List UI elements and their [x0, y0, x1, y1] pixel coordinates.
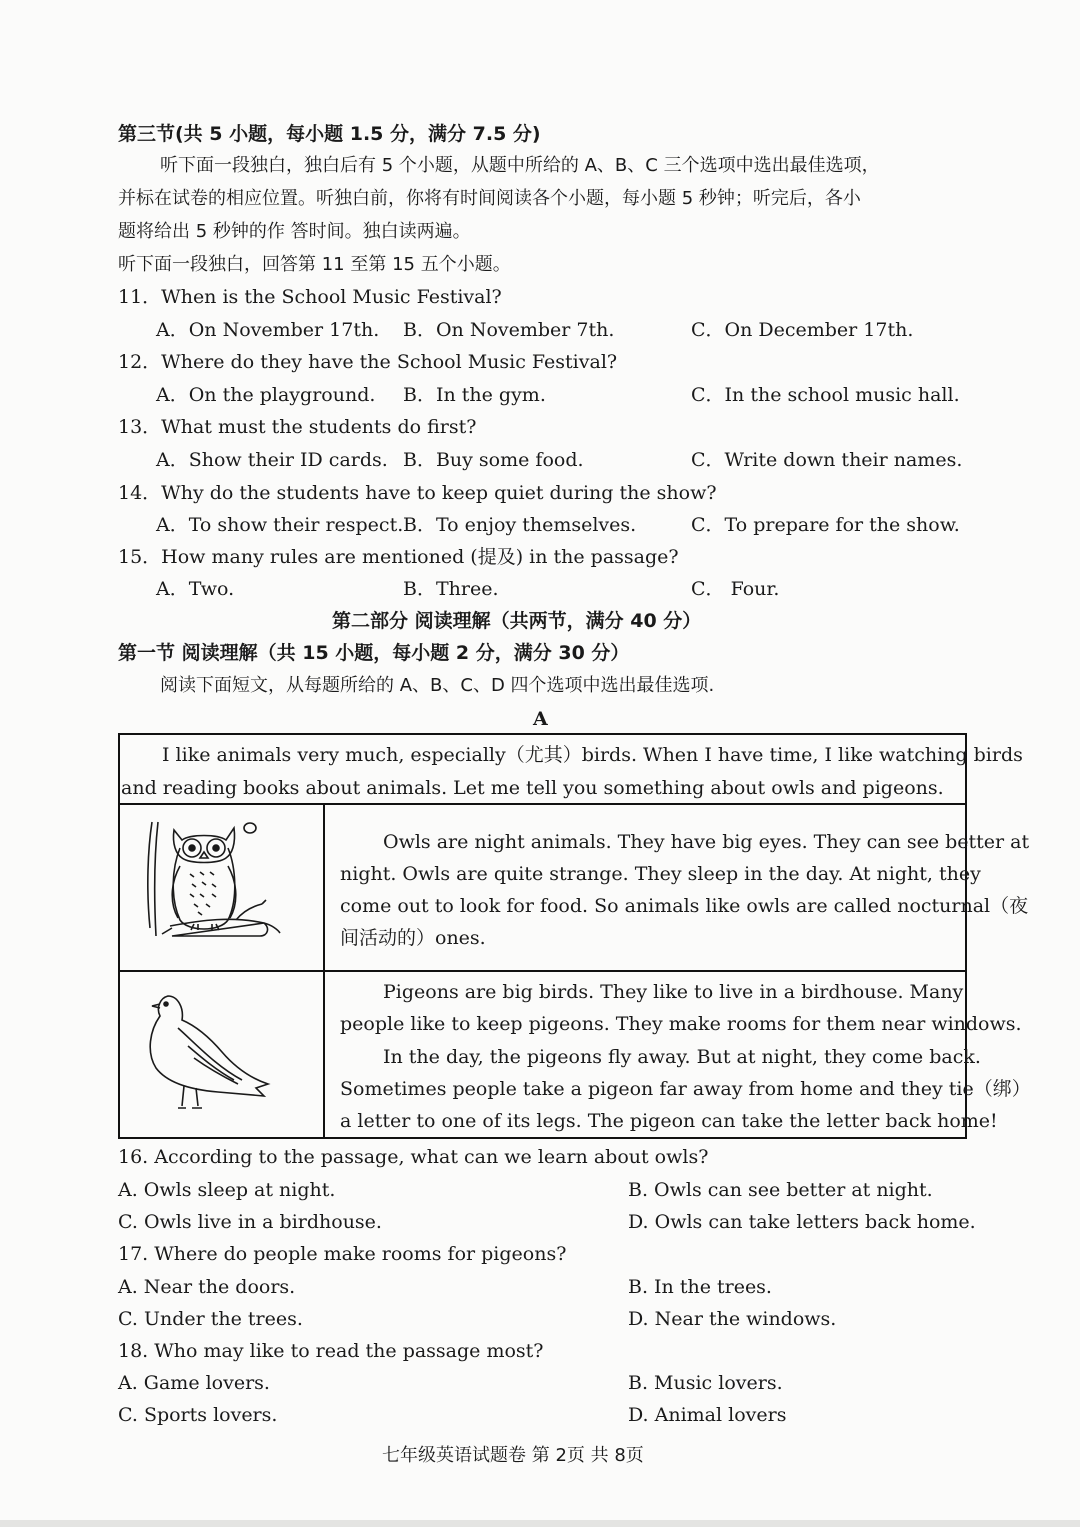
- question-14-option-a: A．To show their respect.: [156, 514, 404, 536]
- question-14-option-c: C．To prepare for the show.: [691, 514, 960, 536]
- question-11-option-a: A．On November 17th.: [156, 319, 380, 341]
- pigeon-text-line4: Sometimes people take a pigeon far away from home and they tie（绑）: [340, 1078, 1031, 1100]
- section3-heading: 第三节(共 5 小题，每小题 1.5 分，满分 7.5 分): [118, 123, 541, 145]
- question-17-option-a: A. Near the doors.: [118, 1276, 296, 1298]
- question-18-option-a: A. Game lovers.: [118, 1372, 270, 1394]
- pigeon-text-line5: a letter to one of its legs. The pigeon can take the letter back home!: [340, 1110, 998, 1132]
- pigeon-text-line2: people like to keep pigeons. They make rooms for them near windows.: [340, 1013, 1022, 1035]
- question-16-option-c: C. Owls live in a birdhouse.: [118, 1211, 382, 1233]
- question-12: 12．Where do they have the School Music Festival?: [118, 351, 618, 373]
- question-14: 14．Why do the students have to keep quiet during the show?: [118, 482, 717, 504]
- question-18-option-b: B. Music lovers.: [628, 1372, 783, 1394]
- section3-instruction-line2: 并标在试卷的相应位置。听独白前，你将有时间阅读各个小题，每小题 5 秒钟；听完后，各小: [118, 188, 861, 209]
- question-14-option-b: B．To enjoy themselves.: [403, 514, 637, 536]
- section3-instruction-line1: 听下面一段独白，独白后有 5 个小题，从题中所给的 A、B、C 三个选项中选出最佳选项，: [160, 155, 880, 176]
- passage-label: A: [533, 708, 548, 730]
- owl-illustration: [132, 808, 312, 966]
- question-18-option-d: D. Animal lovers: [628, 1404, 787, 1426]
- question-11: 11．When is the School Music Festival?: [118, 286, 502, 308]
- owl-text-line2: night. Owls are quite strange. They sleep in the day. At night, they: [340, 863, 981, 885]
- question-15: 15．How many rules are mentioned (提及) in the passage?: [118, 546, 679, 568]
- question-16: 16. According to the passage, what can we learn about owls?: [118, 1146, 709, 1168]
- owl-text-line1: Owls are night animals. They have big eyes. They can see better at: [383, 831, 1030, 853]
- section3-instruction-line4: 听下面一段独白，回答第 11 至第 15 五个小题。: [118, 254, 511, 275]
- question-17-option-c: C. Under the trees.: [118, 1308, 303, 1330]
- scan-bottom-edge: [0, 1520, 1080, 1527]
- question-15-option-b: B．Three.: [403, 578, 499, 600]
- question-16-option-d: D. Owls can take letters back home.: [628, 1211, 976, 1233]
- question-16-option-a: A. Owls sleep at night.: [118, 1179, 336, 1201]
- question-15-option-a: A．Two.: [156, 578, 235, 600]
- question-17-option-d: D. Near the windows.: [628, 1308, 837, 1330]
- question-13-option-a: A．Show their ID cards.: [156, 449, 388, 471]
- question-11-option-b: B．On November 7th.: [403, 319, 615, 341]
- question-12-option-b: B．In the gym.: [403, 384, 546, 406]
- part2-instruction: 阅读下面短文，从每题所给的 A、B、C、D 四个选项中选出最佳选项.: [160, 675, 715, 696]
- owl-text-line3: come out to look for food. So animals like owls are called nocturnal（夜: [340, 895, 1029, 917]
- section3-instruction-line3: 题将给出 5 秒钟的作 答时间。独白读两遍。: [118, 221, 471, 242]
- owl-text-line4: 间活动的）ones.: [340, 927, 486, 949]
- question-12-option-c: C．In the school music hall.: [691, 384, 960, 406]
- pigeon-text-line3: In the day, the pigeons fly away. But at night, they come back.: [383, 1046, 981, 1068]
- question-13-option-c: C．Write down their names.: [691, 449, 963, 471]
- page-footer: 七年级英语试题卷 第 2页 共 8页: [382, 1445, 644, 1466]
- question-18: 18. Who may like to read the passage most?: [118, 1340, 544, 1362]
- part2-section1-heading: 第一节 阅读理解（共 15 小题，每小题 2 分，满分 30 分）: [118, 642, 630, 664]
- passage-intro-line2: and reading books about animals. Let me tell you something about owls and pigeons.: [121, 777, 944, 799]
- question-18-option-c: C. Sports lovers.: [118, 1404, 278, 1426]
- pigeon-illustration: [138, 986, 278, 1114]
- question-13-option-b: B．Buy some food.: [403, 449, 584, 471]
- passage-intro-line1: I like animals very much, especially（尤其）birds. When I have time, I like watching birds: [162, 744, 1023, 766]
- table-divider: [118, 970, 967, 972]
- question-13: 13．What must the students do first?: [118, 416, 477, 438]
- table-column-divider: [323, 803, 325, 1139]
- question-11-option-c: C．On December 17th.: [691, 319, 914, 341]
- question-17: 17. Where do people make rooms for pigeons?: [118, 1243, 567, 1265]
- pigeon-text-line1: Pigeons are big birds. They like to live in a birdhouse. Many: [383, 981, 964, 1003]
- question-12-option-a: A．On the playground.: [156, 384, 376, 406]
- question-16-option-b: B. Owls can see better at night.: [628, 1179, 933, 1201]
- question-17-option-b: B. In the trees.: [628, 1276, 772, 1298]
- table-divider: [118, 803, 967, 805]
- question-15-option-c: C． Four.: [691, 578, 780, 600]
- part2-heading: 第二部分 阅读理解（共两节，满分 40 分）: [332, 610, 702, 632]
